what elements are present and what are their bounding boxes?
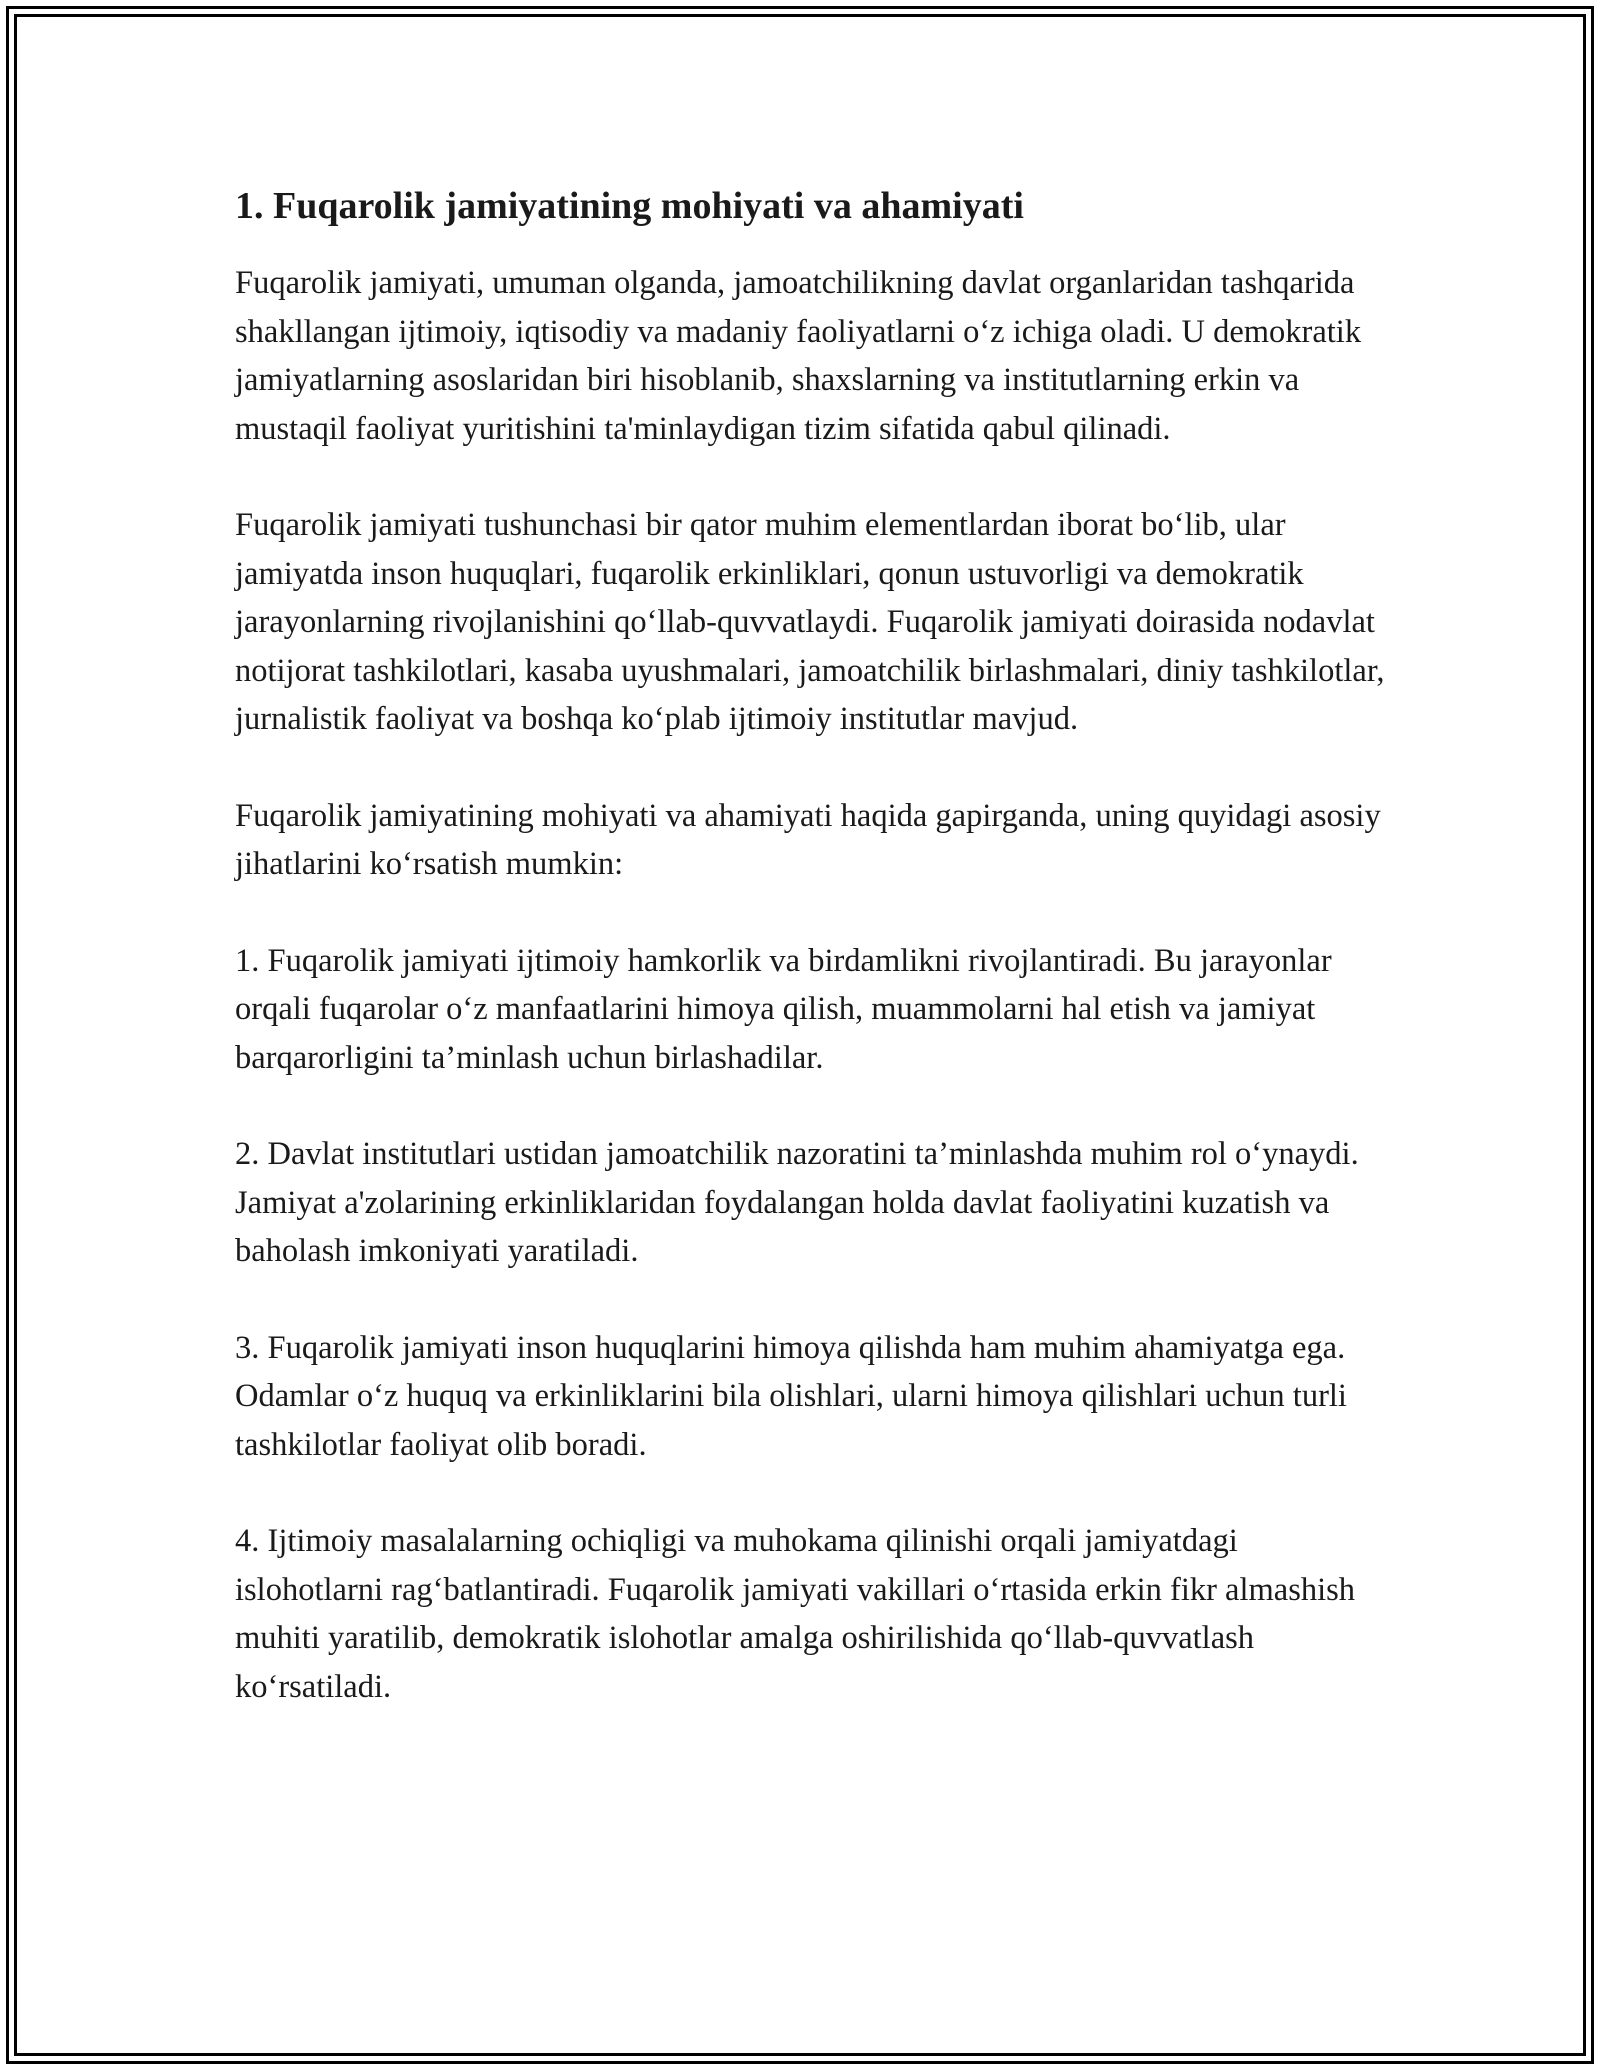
numbered-point-4: 4. Ijtimoiy masalalarning ochiqligi va muhokama qilinishi orqali jamiyatdagi islohotlarni rag‘batlantiradi. Fuqarolik jamiyati vakillari o‘rtasida erkin fikr almashish muhiti yaratilib, demokratik islohotlar amalga oshirilishida qo‘llab-quvvatlash ko‘rsatiladi. — [235, 1523, 1356, 1705]
intro-paragraph: Fuqarolik jamiyati, umuman olganda, jamoatchilikning davlat organlaridan tashqarida shakllangan ijtimoiy, iqtisodiy va madaniy faoliyatlarni o‘z ichiga oladi. U demokratik jamiyatlarning asoslaridan biri hisoblanib, shaxslarning va institutlarning erkin va mustaqil faoliyat yuritishini ta'minlaydigan tizim sifatida qabul qilinadi. — [235, 265, 1362, 447]
numbered-point-2: 2. Davlat institutlari ustidan jamoatchilik nazoratini ta’minlashda muhim rol o‘ynaydi. Jamiyat a'zolarining erkinliklaridan foydalangan holda davlat faoliyatini kuzatish va baholash imkoniyati yaratiladi. — [235, 1136, 1359, 1270]
numbered-point-1: 1. Fuqarolik jamiyati ijtimoiy hamkorlik va birdamlikni rivojlantiradi. Bu jarayonlar orqali fuqarolar o‘z manfaatlarini himoya qilish, muammolarni hal etish va jamiyat barqarorligini ta’minlash uchun birlashadilar. — [235, 942, 1332, 1076]
numbered-point-3: 3. Fuqarolik jamiyati inson huquqlarini himoya qilishda ham muhim ahamiyatga ega. Odamlar o‘z huquq va erkinliklarini bila olishlari, ularni himoya qilishlari uchun turli tashkilotlar faoliyat olib boradi. — [235, 1329, 1347, 1463]
section-heading: 1. Fuqarolik jamiyatining mohiyati va ahamiyati — [235, 185, 1024, 227]
document-body — [235, 182, 1385, 1759]
elements-paragraph: Fuqarolik jamiyati tushunchasi bir qator muhim elementlardan iborat bo‘lib, ular jamiyatda inson huquqlari, fuqarolik erkinliklari, qonun ustuvorligi va demokratik jarayonlarning rivojlanishini qo‘llab-quvvatlaydi. Fuqarolik jamiyati doirasida nodavlat notijorat tashkilotlari, kasaba uyushmalari, jamoatchilik birlashmalari, diniy tashkilotlar, jurnalistik faoliyat va boshqa ko‘plab ijtimoiy institutlar mavjud. — [235, 507, 1385, 738]
aspects-intro-paragraph: Fuqarolik jamiyatining mohiyati va ahamiyati haqida gapirganda, uning quyidagi asosiy jihatlarini ko‘rsatish mumkin: — [235, 797, 1381, 883]
